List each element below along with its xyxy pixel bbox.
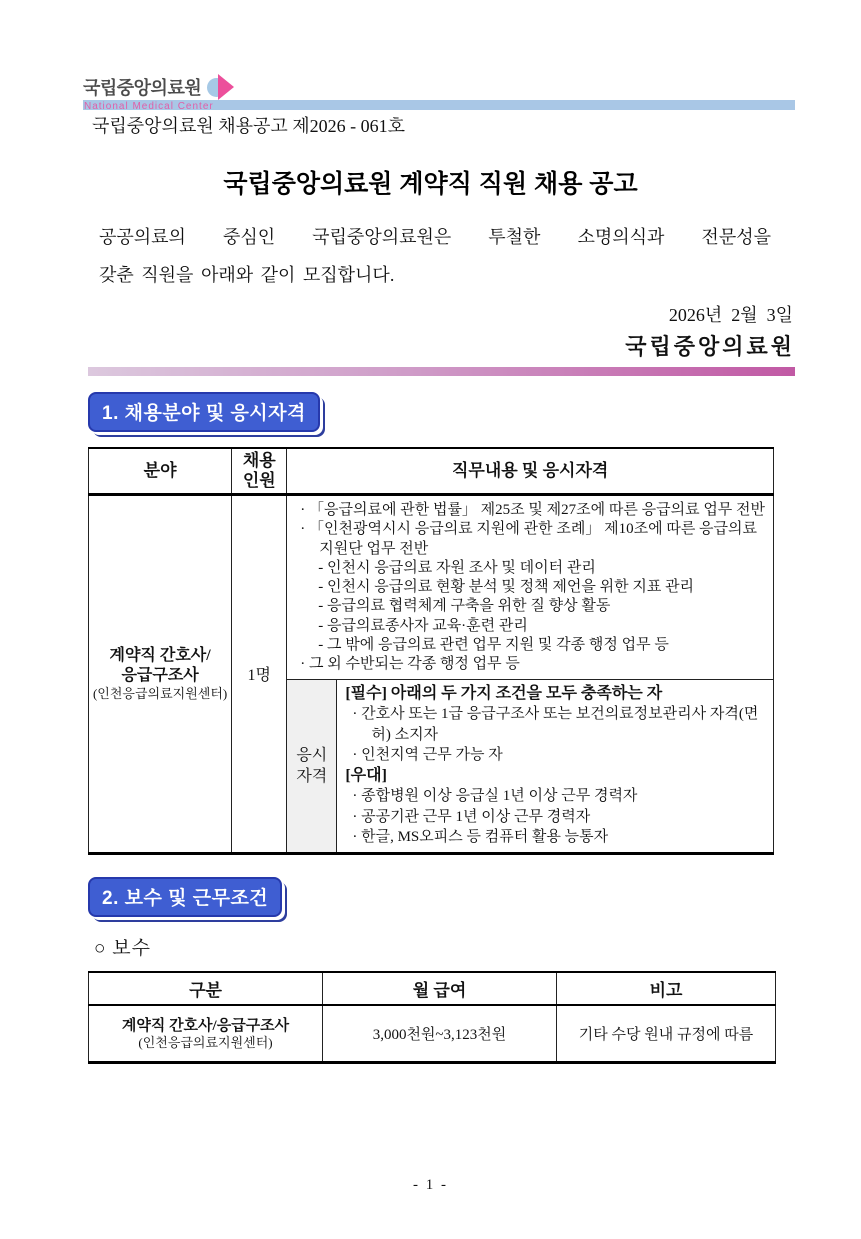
- org-logo-text: 국립중앙의료원: [83, 78, 202, 98]
- salary-subheading: ○ 보수: [94, 938, 151, 959]
- salary-table: [88, 971, 776, 1064]
- signature-divider-bar: [88, 367, 795, 376]
- page-number: - 1 -: [413, 1177, 448, 1193]
- section1-heading: 1. 채용분야 및 응시자격: [88, 392, 320, 432]
- qualification-item: · 종합병원 이상 응급실 1년 이상 근무 경력자: [352, 788, 638, 805]
- recruitment-table-duties-row: [89, 495, 774, 680]
- col-header-note: 비고: [557, 972, 776, 1005]
- qualification-item: · 공공기관 근무 1년 이상 근무 경력자: [352, 808, 591, 825]
- col-header-salary: 월 급여: [323, 972, 557, 1005]
- field-name-line1: 계약직 간호사/: [109, 646, 211, 664]
- salary-cell: 3,000천원~3,123천원: [323, 1005, 557, 1063]
- org-logo: [83, 74, 241, 100]
- duty-item: - 인천시 응급의료 현황 분석 및 정책 제언을 위한 지표 관리: [318, 579, 695, 596]
- duty-item: - 응급의료종사자 교육·훈련 관리: [318, 617, 528, 634]
- note-cell: 기타 수당 원내 규정에 따름: [557, 1005, 776, 1063]
- duty-item: - 인천시 응급의료 자원 조사 및 데이터 관리: [318, 559, 596, 576]
- duty-item: - 그 밖에 응급의료 관련 업무 지원 및 각종 행정 업무 등: [318, 637, 669, 654]
- duty-item: · 「응급의료에 관한 법률」 제25조 및 제27조에 따른 응급의료 업무 전반: [300, 502, 766, 518]
- intro-line-1: 공공의료의 중심인 국립중앙의료원은 투철한 소명의식과 전문성을: [99, 227, 771, 247]
- qualification-preferred-header: [우대]: [345, 766, 387, 784]
- duties-cell: [287, 495, 774, 680]
- qualification-cell: [337, 679, 774, 853]
- recruitment-table: [88, 447, 774, 855]
- doc-number: 국립중앙의료원 채용공고 제2026 - 061호: [92, 116, 406, 136]
- intro-line-2: 갖춘 직원을 아래와 같이 모집합니다.: [99, 265, 395, 285]
- announcement-date: 2026년 2월 3일: [668, 305, 793, 325]
- col-header-category: 구분: [89, 972, 323, 1005]
- field-cell: [89, 495, 232, 854]
- duty-item: · 그 외 수반되는 각종 행정 업무 등: [300, 656, 520, 673]
- qualification-item: · 한글, MS오피스 등 컴퓨터 활용 능통자: [352, 829, 609, 846]
- qualification-item: · 간호사 또는 1급 응급구조사 또는 보건의료정보관리사 자격(면허) 소지자: [352, 706, 759, 743]
- recruitment-table-header-row: [89, 448, 774, 495]
- logo-triangle-icon: [218, 74, 234, 100]
- field-name-sub: (인천응급의료지원센터): [92, 685, 228, 701]
- qualification-required-header: [필수] 아래의 두 가지 조건을 모두 충족하는 자: [345, 684, 663, 702]
- org-logo-icon: [207, 74, 241, 100]
- category-cell: [89, 1005, 323, 1063]
- qualification-label-cell: 응시 자격: [287, 679, 337, 853]
- category-sub: (인천응급의료지원센터): [138, 1035, 273, 1050]
- qualification-item: · 인천지역 근무 가능 자: [352, 747, 503, 764]
- duty-item: - 응급의료 협력체계 구축을 위한 질 향상 활동: [318, 598, 611, 615]
- intro-paragraph: [99, 218, 771, 294]
- col-header-duties: 직무내용 및 응시자격: [287, 448, 774, 495]
- col-header-field: 분야: [89, 448, 232, 495]
- count-cell: 1명: [232, 495, 287, 854]
- field-name-line2: 응급구조사: [121, 666, 199, 684]
- salary-table-row: [89, 1005, 776, 1063]
- category-main: 계약직 간호사/응급구조사: [121, 1018, 290, 1034]
- duty-item: · 「인천광역시시 응급의료 지원에 관한 조례」 제10조에 따른 응급의료지원단 업무 전반: [300, 521, 758, 557]
- col-header-count: 채용 인원: [232, 448, 287, 495]
- page-title: 국립중앙의료원 계약직 직원 채용 공고: [223, 170, 638, 198]
- section2-heading: 2. 보수 및 근무조건: [88, 877, 282, 917]
- salary-table-header-row: [89, 972, 776, 1005]
- signature-org: 국립중앙의료원: [625, 334, 795, 359]
- org-logo-subtext: National Medical Center: [84, 101, 214, 112]
